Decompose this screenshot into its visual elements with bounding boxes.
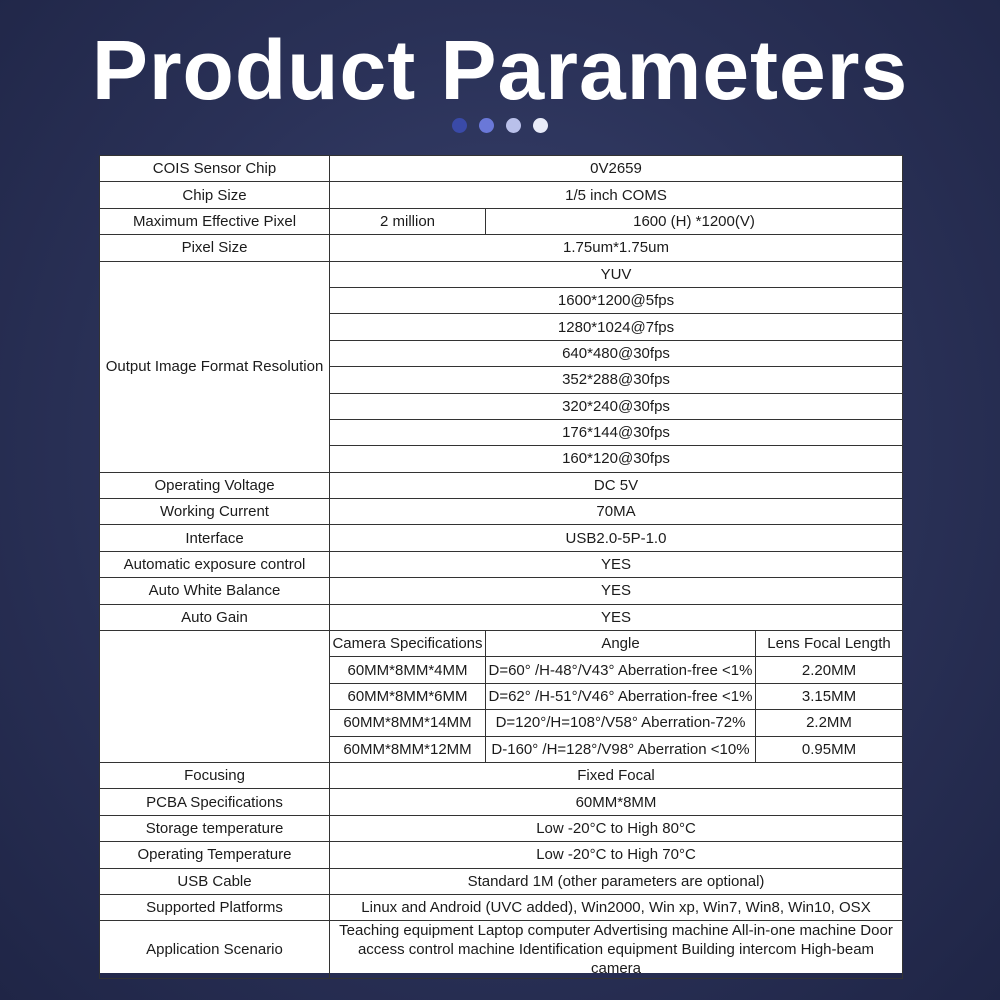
table-row	[100, 235, 903, 261]
table-row	[100, 604, 903, 630]
row-value: Standard 1M (other parameters are optional)	[330, 868, 903, 894]
camera-spec-cell: 60MM*8MM*14MM	[330, 710, 486, 736]
row-label: Auto Gain	[100, 604, 330, 630]
table-row	[100, 208, 903, 234]
focal-length-cell: 0.95MM	[756, 736, 903, 762]
focal-length-cell: 2.2MM	[756, 710, 903, 736]
row-label: Automatic exposure control	[100, 551, 330, 577]
table-row	[100, 261, 903, 287]
row-value: Linux and Android (UVC added), Win2000, Win xp, Win7, Win8, Win10, OSX	[330, 894, 903, 920]
row-value: 1/5 inch COMS	[330, 182, 903, 208]
table-row	[100, 815, 903, 841]
table-row	[100, 472, 903, 498]
page-title: Product Parameters	[91, 23, 909, 117]
table-row	[100, 789, 903, 815]
format-value: 640*480@30fps	[330, 340, 903, 366]
table-row	[100, 499, 903, 525]
camera-spec-cell: 60MM*8MM*12MM	[330, 736, 486, 762]
row-label: PCBA Specifications	[100, 789, 330, 815]
row-label: Supported Platforms	[100, 894, 330, 920]
row-value: 60MM*8MM	[330, 789, 903, 815]
row-value: 70MA	[330, 499, 903, 525]
row-value: DC 5V	[330, 472, 903, 498]
table-row	[100, 868, 903, 894]
camera-spec-cell: 60MM*8MM*4MM	[330, 657, 486, 683]
row-value: YES	[330, 604, 903, 630]
dot-2	[479, 118, 494, 133]
format-value: 176*144@30fps	[330, 419, 903, 445]
table-row	[100, 894, 903, 920]
table-row	[100, 156, 903, 182]
table-row	[100, 921, 903, 979]
row-label: Maximum Effective Pixel	[100, 208, 330, 234]
row-value: Low -20°C to High 70°C	[330, 842, 903, 868]
row-label: Working Current	[100, 499, 330, 525]
row-value: YES	[330, 551, 903, 577]
table-row	[100, 182, 903, 208]
angle-cell: D-160° /H=128°/V98° Aberration <10%	[486, 736, 756, 762]
row-label: Output Image Format Resolution	[100, 261, 330, 472]
row-label: Operating Voltage	[100, 472, 330, 498]
column-header: Angle	[486, 631, 756, 657]
row-value: 2 million	[330, 208, 486, 234]
row-value: Low -20°C to High 80°C	[330, 815, 903, 841]
angle-cell: D=62° /H-51°/V46° Aberration-free <1%	[486, 683, 756, 709]
row-label: USB Cable	[100, 868, 330, 894]
format-value: 160*120@30fps	[330, 446, 903, 472]
pagination-dots	[0, 118, 1000, 133]
column-header: Lens Focal Length	[756, 631, 903, 657]
focal-length-cell: 2.20MM	[756, 657, 903, 683]
row-label: Auto White Balance	[100, 578, 330, 604]
column-header: Camera Specifications	[330, 631, 486, 657]
camera-spec-cell: 60MM*8MM*6MM	[330, 683, 486, 709]
row-label: Interface	[100, 525, 330, 551]
row-label: Operating Temperature	[100, 842, 330, 868]
table-row	[100, 578, 903, 604]
format-value: 1600*1200@5fps	[330, 287, 903, 313]
row-label: Chip Size	[100, 182, 330, 208]
row-value: Fixed Focal	[330, 762, 903, 788]
format-value: YUV	[330, 261, 903, 287]
dot-1	[452, 118, 467, 133]
camera-specs-empty-cell	[100, 631, 330, 763]
row-value: 1.75um*1.75um	[330, 235, 903, 261]
table-row	[100, 631, 903, 657]
dot-3	[506, 118, 521, 133]
row-value: YES	[330, 578, 903, 604]
row-label: Pixel Size	[100, 235, 330, 261]
row-value: Teaching equipment Laptop computer Advertising machine All-in-one machine Door access control machine Identification equipment Building intercom High-beam camera	[330, 921, 903, 979]
format-value: 320*240@30fps	[330, 393, 903, 419]
table-row	[100, 525, 903, 551]
row-label: Storage temperature	[100, 815, 330, 841]
focal-length-cell: 3.15MM	[756, 683, 903, 709]
format-value: 1280*1024@7fps	[330, 314, 903, 340]
table-row	[100, 551, 903, 577]
table-row	[100, 842, 903, 868]
table-row	[100, 762, 903, 788]
dot-4	[533, 118, 548, 133]
row-label: Focusing	[100, 762, 330, 788]
row-label: COIS Sensor Chip	[100, 156, 330, 182]
row-label: Application Scenario	[100, 921, 330, 979]
format-value: 352*288@30fps	[330, 367, 903, 393]
row-value: 0V2659	[330, 156, 903, 182]
row-value: USB2.0-5P-1.0	[330, 525, 903, 551]
row-value: 1600 (H) *1200(V)	[486, 208, 903, 234]
angle-cell: D=60° /H-48°/V43° Aberration-free <1%	[486, 657, 756, 683]
angle-cell: D=120°/H=108°/V58° Aberration-72%	[486, 710, 756, 736]
parameters-table	[99, 155, 903, 979]
